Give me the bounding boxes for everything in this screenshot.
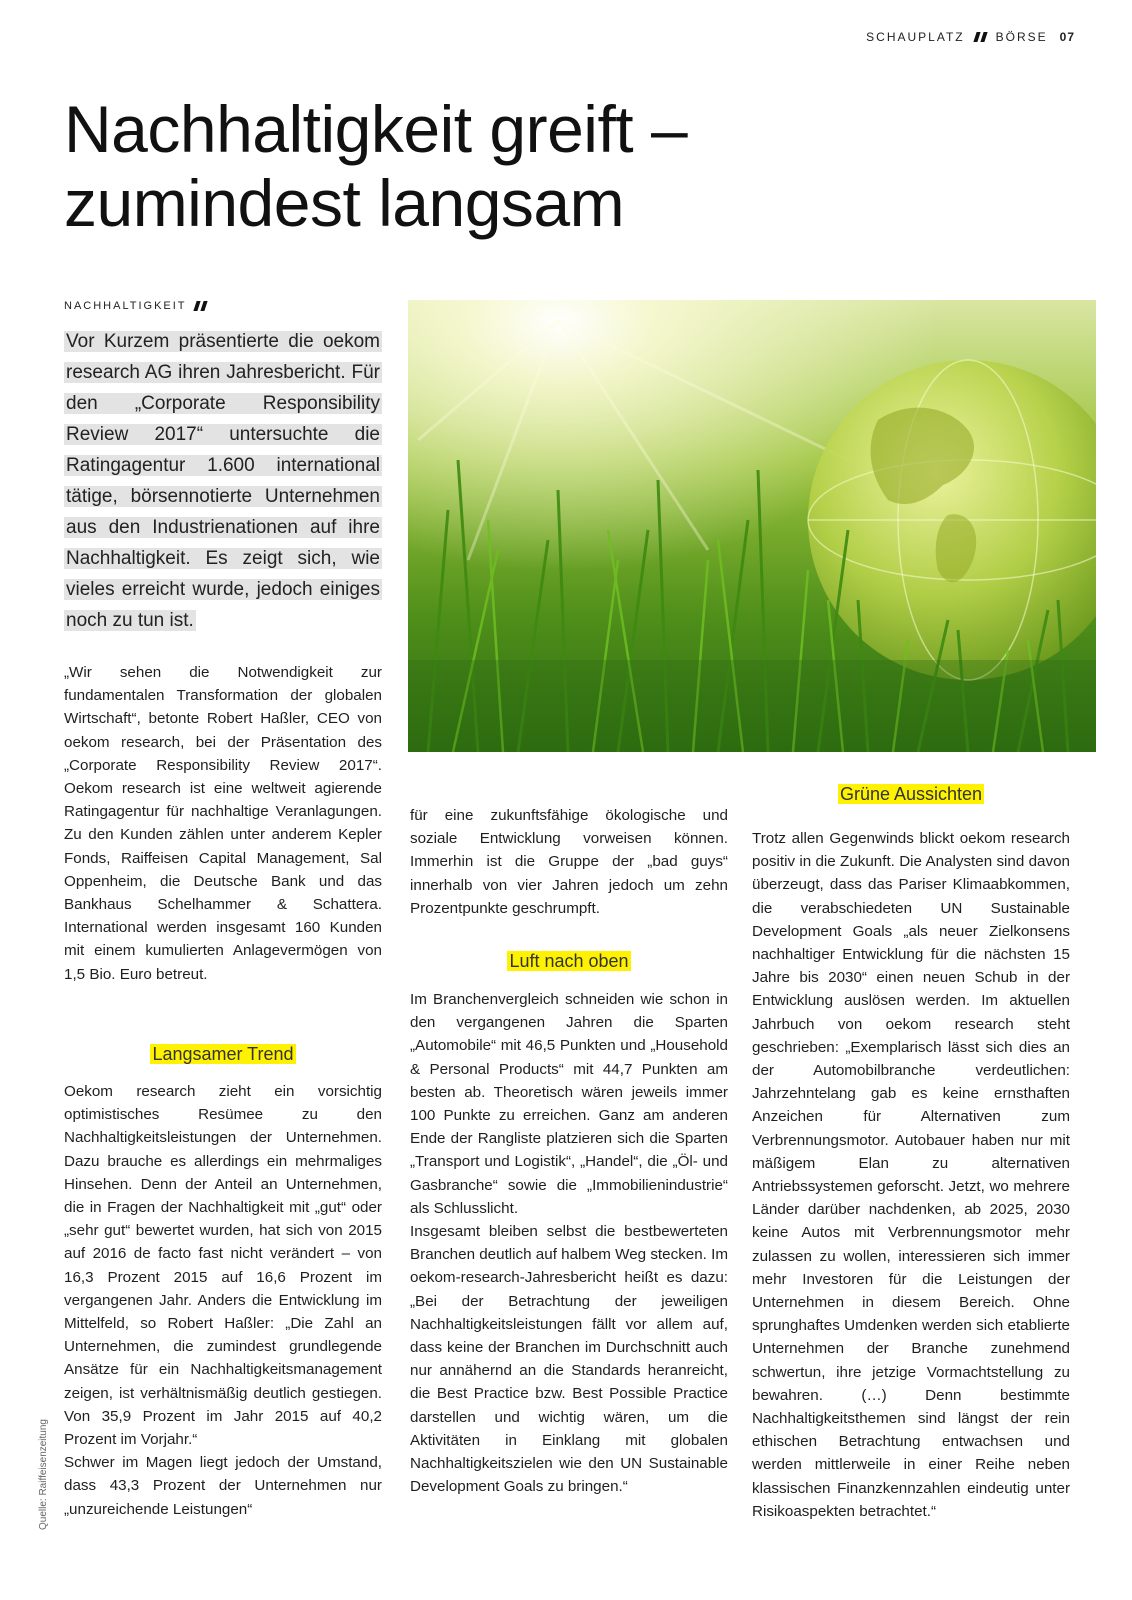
paragraph: Insgesamt bleiben selbst die bestbewerteten Branchen deutlich auf halbem Weg stecken. Im oekom-research-Jahresbericht heißt es dazu: „Bei der Betrachtung der jeweiligen Nachhaltigkeitsleistungen fällt vor allem auf, dass keine der Branchen im Durchschnitt auch nur annähernd an die Standards heranreicht, die Best Practice bzw. Best Possible Practice darstellen und wichtig wären, um die Aktivitäten in Einklang mit globalen Nachhaltigkeitszielen wie den UN Sustainable Development Goals zu bringen.“ xyxy=(410,1223,728,1496)
header-subsection: BÖRSE xyxy=(995,30,1048,44)
intro-paragraph: „Wir sehen die Notwendigkeit zur fundamentalen Transformation der globalen Wirtschaft“, betonte Robert Haßler, CEO von oekom research, bei der Präsentation des „Corporate Responsibility Review 2017“. Oekom research ist eine weltweit agierende Ratingagentur für nachhaltige Veranlagungen. Zu den Kunden zählen unter anderem Kepler Fonds, Raiffeisen Capital Management, Sal Oppenheim, die Deutsche Bank und das Bankhaus Schelhammer & Schattera. International werden insgesamt 160 Kunden mit einem kumulierten Anlagevermögen von 1,5 Bio. Euro betreut. xyxy=(64,664,382,983)
source-credit: Quelle: Raiffeisenzeitung xyxy=(38,1419,49,1530)
slash-divider-icon xyxy=(195,301,206,311)
paragraph: Im Branchenvergleich schneiden wie schon in den vergangenen Jahren die Sparten „Automobile“ mit 46,5 Punkten und „Household & Personal Products“ mit 44,7 Punkten am besten ab. Theoretisch wären jeweils immer 100 Punkte zu erreichen. Ganz am anderen Ende der Rangliste platzieren sich die Sparten „Transport und Logistik“, „Handel“, die „Öl- und Gasbranche“ sowie die „Immobilienindustrie“ als Schlusslicht. xyxy=(410,991,728,1217)
column-1-body xyxy=(64,1080,382,1521)
lead-text: Vor Kurzem präsentierte die oekom research AG ihren Jahresbericht. Für den „Corporate Responsibility Review 2017“ untersuchte die Ratingagentur 1.600 international tätige, börsennotierte Unternehmen aus den Industrienationen auf ihre Nachhaltigkeit. Es zeigt sich, wie vieles erreicht wurde, jedoch einiges noch zu tun ist. xyxy=(66,331,380,631)
slash-divider-icon xyxy=(975,32,986,42)
subheading-text: Grüne Aussichten xyxy=(839,784,983,804)
lead-paragraph xyxy=(64,326,382,636)
header-section: SCHAUPLATZ xyxy=(866,30,965,44)
subheading-luft-nach-oben xyxy=(410,950,728,972)
subheading-text: Luft nach oben xyxy=(509,951,629,971)
paragraph: Schwer im Magen liegt jedoch der Umstand, dass 43,3 Prozent der Unternehmen nur „unzureichende Leistungen“ xyxy=(64,1454,382,1518)
paragraph: Oekom research zieht ein vorsichtig optimistisches Resümee zu den Nachhaltigkeitsleistungen der Unternehmen. Dazu brauche es allerdings ein mehrmaliges Hinsehen. Denn der Anteil an Unternehmen, die in Fragen der Nachhaltigkeit mit „gut“ oder „sehr gut“ bewertet wurden, hat sich von 2015 auf 2016 de facto fast nicht verändert – von 16,3 Prozent 2015 auf 16,6 Prozent im vergangenen Jahr. Anders die Entwicklung im Mittelfeld, so Robert Haßler: „Die Zahl an Unternehmen, die zumindest grundlegende Ansätze für ein Nachhaltigkeitsmanagement zeigen, ist verhältnismäßig deutlich gestiegen. Von 35,9 Prozent im Jahr 2015 auf 40,2 Prozent im Vorjahr.“ xyxy=(64,1083,382,1449)
glass-globe-in-grass-photo-icon xyxy=(408,300,1096,752)
subheading-text: Langsamer Trend xyxy=(152,1044,294,1064)
page-header xyxy=(866,30,1075,44)
title-line-1: Nachhaltigkeit greift – xyxy=(64,92,688,166)
kicker-label: NACHHALTIGKEIT xyxy=(64,300,187,312)
title-line-2: zumindest langsam xyxy=(64,166,625,240)
column-2-continuation xyxy=(410,804,728,920)
column-3-body xyxy=(752,827,1070,1523)
subheading-gruene-aussichten xyxy=(752,783,1070,805)
column-1-intro xyxy=(64,661,382,986)
page-number: 07 xyxy=(1059,30,1075,44)
column-2-body xyxy=(410,988,728,1498)
subheading-langsamer-trend xyxy=(64,1043,382,1065)
paragraph: für eine zukunftsfähige ökologische und soziale Entwicklung vorweisen können. Immerhin ist die Gruppe der „bad guys“ innerhalb von vier Jahren jedoch um zehn Prozentpunkte geschrumpft. xyxy=(410,807,728,917)
kicker xyxy=(64,300,206,312)
globe-grass-photo xyxy=(408,300,1096,752)
article-title xyxy=(64,92,1064,240)
paragraph: Trotz allen Gegenwinds blickt oekom research positiv in die Zukunft. Die Analysten sind davon überzeugt, dass das Pariser Klimaabkommen, die verabschiedeten UN Sustainable Development Goals „als neuer Zielkonsens nachhaltiger Entwicklung für die nächsten 15 Jahre bis 2030“ einen neuen Schub in der Entwicklung auslösen werden. Im aktuellen Jahrbuch von oekom research steht geschrieben: „Exemplarisch lässt sich dies an der Automobilbranche verdeutlichen: Jahrzehntelang gab es keine ernsthaften Anzeichen für Alternativen zum Verbrennungsmotor. Autobauer haben nur mit mäßigem Elan zu alternativen Antriebssystemen geforscht. Jetzt, wo mehrere Länder darüber nachdenken, ab 2025, 2030 keine Autos mit Verbrennungsmotor mehr zulassen zu wollen, interessieren sich immer mehr Investoren für die Leistungen der Unternehmen in diesem Bereich. Ohne sprunghaftes Umdenken werden sich etablierte Unternehmen der Branche zunehmend schwertun, ihre jetzige Vormachtstellung zu bewahren. (…) Denn bestimmte Nachhaltigkeitsthemen sind längst der rein ethischen Betrachtung entwachsen und werden mittlerweile in einer Reihe neben klassischen Finanzkennzahlen eindeutig unter Risikoaspekten betrachtet.“ xyxy=(752,830,1070,1520)
